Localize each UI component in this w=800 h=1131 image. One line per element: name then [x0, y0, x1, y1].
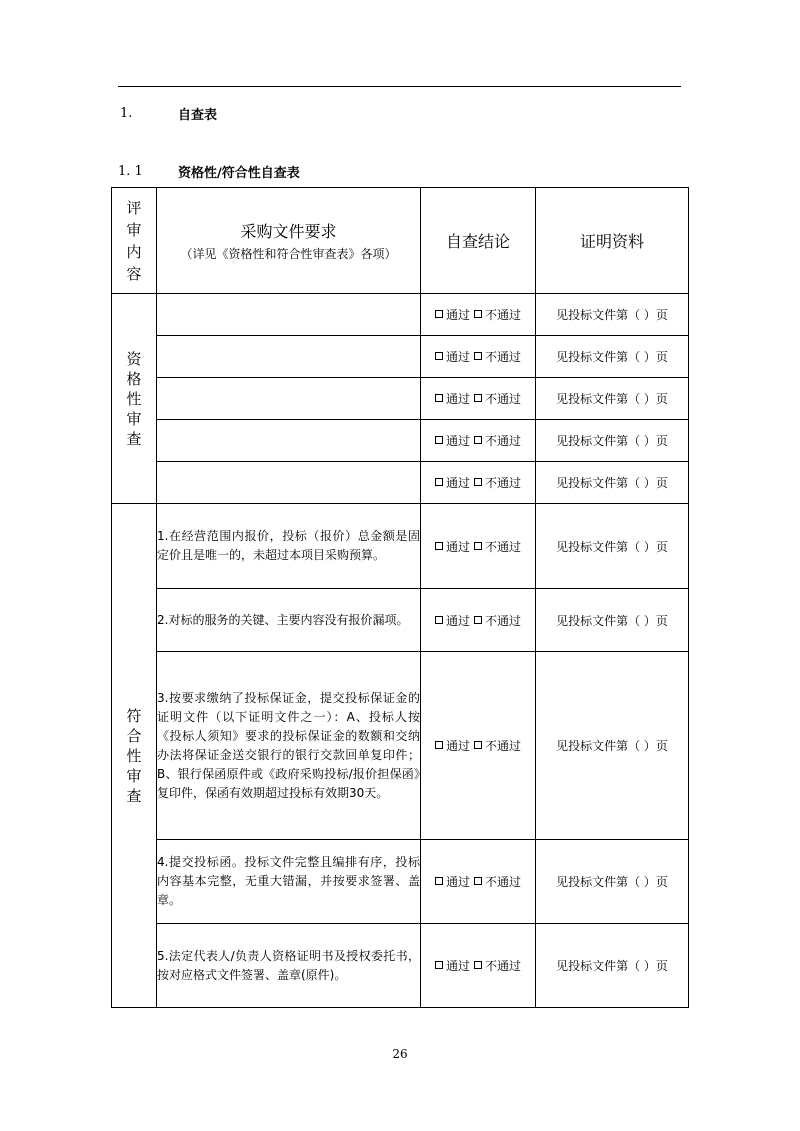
- option-label: 通过: [445, 959, 470, 973]
- checkbox-icon[interactable]: [435, 436, 443, 444]
- requirement-cell: 2.对标的服务的关键、主要内容没有报价漏项。: [157, 589, 421, 652]
- conclusion-cell: [421, 504, 536, 589]
- checkbox-icon[interactable]: [435, 877, 443, 885]
- option-label: 不通过: [485, 875, 522, 889]
- section-label-char: 性: [126, 389, 142, 408]
- option-label: 不通过: [485, 739, 522, 753]
- requirement-cell: 1.在经营范围内报价，投标（报价）总金额是固定价且是唯一的，未超过本项目采购预算。: [157, 504, 421, 589]
- conclusion-cell: [421, 462, 536, 504]
- pass-checkbox[interactable]: [435, 434, 470, 448]
- pass-checkbox[interactable]: [435, 392, 470, 406]
- requirement-cell: [157, 420, 421, 462]
- requirement-cell: [157, 462, 421, 504]
- section-label-char: 审: [126, 409, 142, 428]
- header-requirement-sub: （详见《资格性和符合性审查表》各项）: [180, 247, 397, 261]
- section-label-char: 审: [126, 766, 142, 785]
- option-label: 通过: [445, 739, 470, 753]
- option-label: 不通过: [485, 392, 522, 406]
- header-section: [112, 188, 157, 294]
- checkbox-icon[interactable]: [474, 961, 482, 969]
- table-row: [112, 924, 689, 1008]
- option-label: 通过: [445, 539, 470, 554]
- checkbox-icon[interactable]: [435, 542, 443, 550]
- option-label: 不通过: [485, 613, 522, 628]
- option-label: 不通过: [485, 308, 522, 322]
- conclusion-cell: [421, 378, 536, 420]
- table-header-row: [112, 188, 689, 294]
- checkbox-icon[interactable]: [435, 394, 443, 402]
- header-requirement: [157, 188, 421, 294]
- proof-cell: 见投标文件第（ ）页: [536, 589, 689, 652]
- section-label-char: 查: [126, 429, 142, 448]
- option-label: 通过: [445, 476, 470, 490]
- fail-checkbox[interactable]: [474, 308, 521, 322]
- heading1-title: 自查表: [178, 108, 218, 123]
- checkbox-icon[interactable]: [474, 436, 482, 444]
- proof-cell: 见投标文件第（ ）页: [536, 652, 689, 840]
- conclusion-cell: [421, 652, 536, 840]
- header-requirement-main: 采购文件要求: [240, 222, 337, 241]
- fail-checkbox[interactable]: [474, 959, 521, 973]
- checkbox-icon[interactable]: [474, 352, 482, 360]
- table-row: [112, 589, 689, 652]
- pass-checkbox[interactable]: [435, 350, 470, 364]
- header-section-char: 容: [126, 264, 142, 283]
- proof-cell: 见投标文件第（ ）页: [536, 504, 689, 589]
- pass-checkbox[interactable]: [435, 875, 470, 889]
- checkbox-icon[interactable]: [435, 961, 443, 969]
- checkbox-icon[interactable]: [474, 478, 482, 486]
- section-label-char: 性: [126, 746, 142, 765]
- requirement-cell: 4.提交投标函。投标文件完整且编排有序，投标内容基本完整，无重大错漏，并按要求签署、盖章。: [157, 840, 421, 924]
- section-label-char: 合: [126, 726, 142, 745]
- checkbox-icon[interactable]: [435, 310, 443, 318]
- table-row: [112, 504, 689, 589]
- checkbox-icon[interactable]: [435, 616, 443, 624]
- checkbox-icon[interactable]: [474, 394, 482, 402]
- fail-checkbox[interactable]: [474, 476, 521, 490]
- pass-checkbox[interactable]: [435, 959, 470, 973]
- header-proof: 证明资料: [536, 188, 689, 294]
- pass-checkbox[interactable]: [435, 739, 470, 753]
- requirement-cell: 3.按要求缴纳了投标保证金，提交投标保证金的证明文件（以下证明文件之一）：A、投标人按《投标人须知》要求的投标保证金的数额和交纳办法将保证金送交银行的银行交款回单复印件； B、银行保函原件或《政府采购投标/报价担保函》复印件，保函有效期超过投标有效期30天。: [157, 652, 421, 840]
- option-label: 不通过: [485, 350, 522, 364]
- pass-checkbox[interactable]: [435, 540, 470, 554]
- option-label: 通过: [445, 308, 470, 322]
- fail-checkbox[interactable]: [474, 614, 521, 628]
- checkbox-icon[interactable]: [435, 478, 443, 486]
- pass-checkbox[interactable]: [435, 308, 470, 322]
- checkbox-icon[interactable]: [435, 352, 443, 360]
- requirement-cell: [157, 336, 421, 378]
- table-row: [112, 462, 689, 504]
- header-section-char: 内: [126, 242, 142, 261]
- proof-cell: 见投标文件第（ ）页: [536, 924, 689, 1008]
- option-label: 不通过: [485, 539, 522, 554]
- fail-checkbox[interactable]: [474, 392, 521, 406]
- fail-checkbox[interactable]: [474, 540, 521, 554]
- section-label-char: 查: [126, 786, 142, 805]
- option-label: 不通过: [485, 959, 522, 973]
- section-label-char: 资: [126, 349, 142, 368]
- conclusion-cell: [421, 589, 536, 652]
- proof-cell: 见投标文件第（ ）页: [536, 462, 689, 504]
- option-label: 通过: [445, 392, 470, 406]
- conformity-section-label: [112, 504, 157, 1008]
- table-row: [112, 652, 689, 840]
- heading1-number: 1.: [120, 106, 133, 121]
- fail-checkbox[interactable]: [474, 350, 521, 364]
- section-label-char: 符: [126, 706, 142, 725]
- checkbox-icon[interactable]: [474, 542, 482, 550]
- header-conclusion: 自查结论: [421, 188, 536, 294]
- proof-cell: 见投标文件第（ ）页: [536, 294, 689, 336]
- option-label: 不通过: [485, 476, 522, 490]
- section-label-char: 格: [126, 369, 142, 388]
- requirement-cell: [157, 378, 421, 420]
- option-label: 通过: [445, 875, 470, 889]
- table-row: [112, 336, 689, 378]
- option-label: 不通过: [485, 434, 522, 448]
- option-label: 通过: [445, 613, 470, 628]
- conclusion-cell: [421, 294, 536, 336]
- self-check-table: [111, 187, 689, 1008]
- header-section-char: 评: [126, 198, 142, 217]
- table-row: [112, 840, 689, 924]
- proof-cell: 见投标文件第（ ）页: [536, 378, 689, 420]
- conclusion-cell: [421, 420, 536, 462]
- checkbox-icon[interactable]: [474, 616, 482, 624]
- pass-checkbox[interactable]: [435, 614, 470, 628]
- proof-cell: 见投标文件第（ ）页: [536, 420, 689, 462]
- conclusion-cell: [421, 336, 536, 378]
- fail-checkbox[interactable]: [474, 739, 521, 753]
- table-row: [112, 420, 689, 462]
- option-label: 通过: [445, 350, 470, 364]
- conclusion-cell: [421, 840, 536, 924]
- checkbox-icon[interactable]: [474, 310, 482, 318]
- top-rule: [118, 86, 681, 87]
- page-number: 26: [392, 1047, 408, 1061]
- proof-cell: 见投标文件第（ ）页: [536, 840, 689, 924]
- fail-checkbox[interactable]: [474, 875, 521, 889]
- checkbox-icon[interactable]: [474, 741, 482, 749]
- conclusion-cell: [421, 924, 536, 1008]
- checkbox-icon[interactable]: [474, 877, 482, 885]
- header-section-char: 审: [126, 220, 142, 239]
- requirement-cell: [157, 294, 421, 336]
- proof-cell: 见投标文件第（ ）页: [536, 336, 689, 378]
- checkbox-icon[interactable]: [435, 741, 443, 749]
- table-row: [112, 378, 689, 420]
- table-row: [112, 294, 689, 336]
- pass-checkbox[interactable]: [435, 476, 470, 490]
- requirement-cell: 5.法定代表人/负责人资格证明书及授权委托书，按对应格式文件签署、盖章(原件)。: [157, 924, 421, 1008]
- heading2-number: 1. 1: [118, 164, 143, 179]
- heading2-title: 资格性/符合性自查表: [178, 166, 300, 181]
- option-label: 通过: [445, 434, 470, 448]
- fail-checkbox[interactable]: [474, 434, 521, 448]
- qualification-section-label: [112, 294, 157, 504]
